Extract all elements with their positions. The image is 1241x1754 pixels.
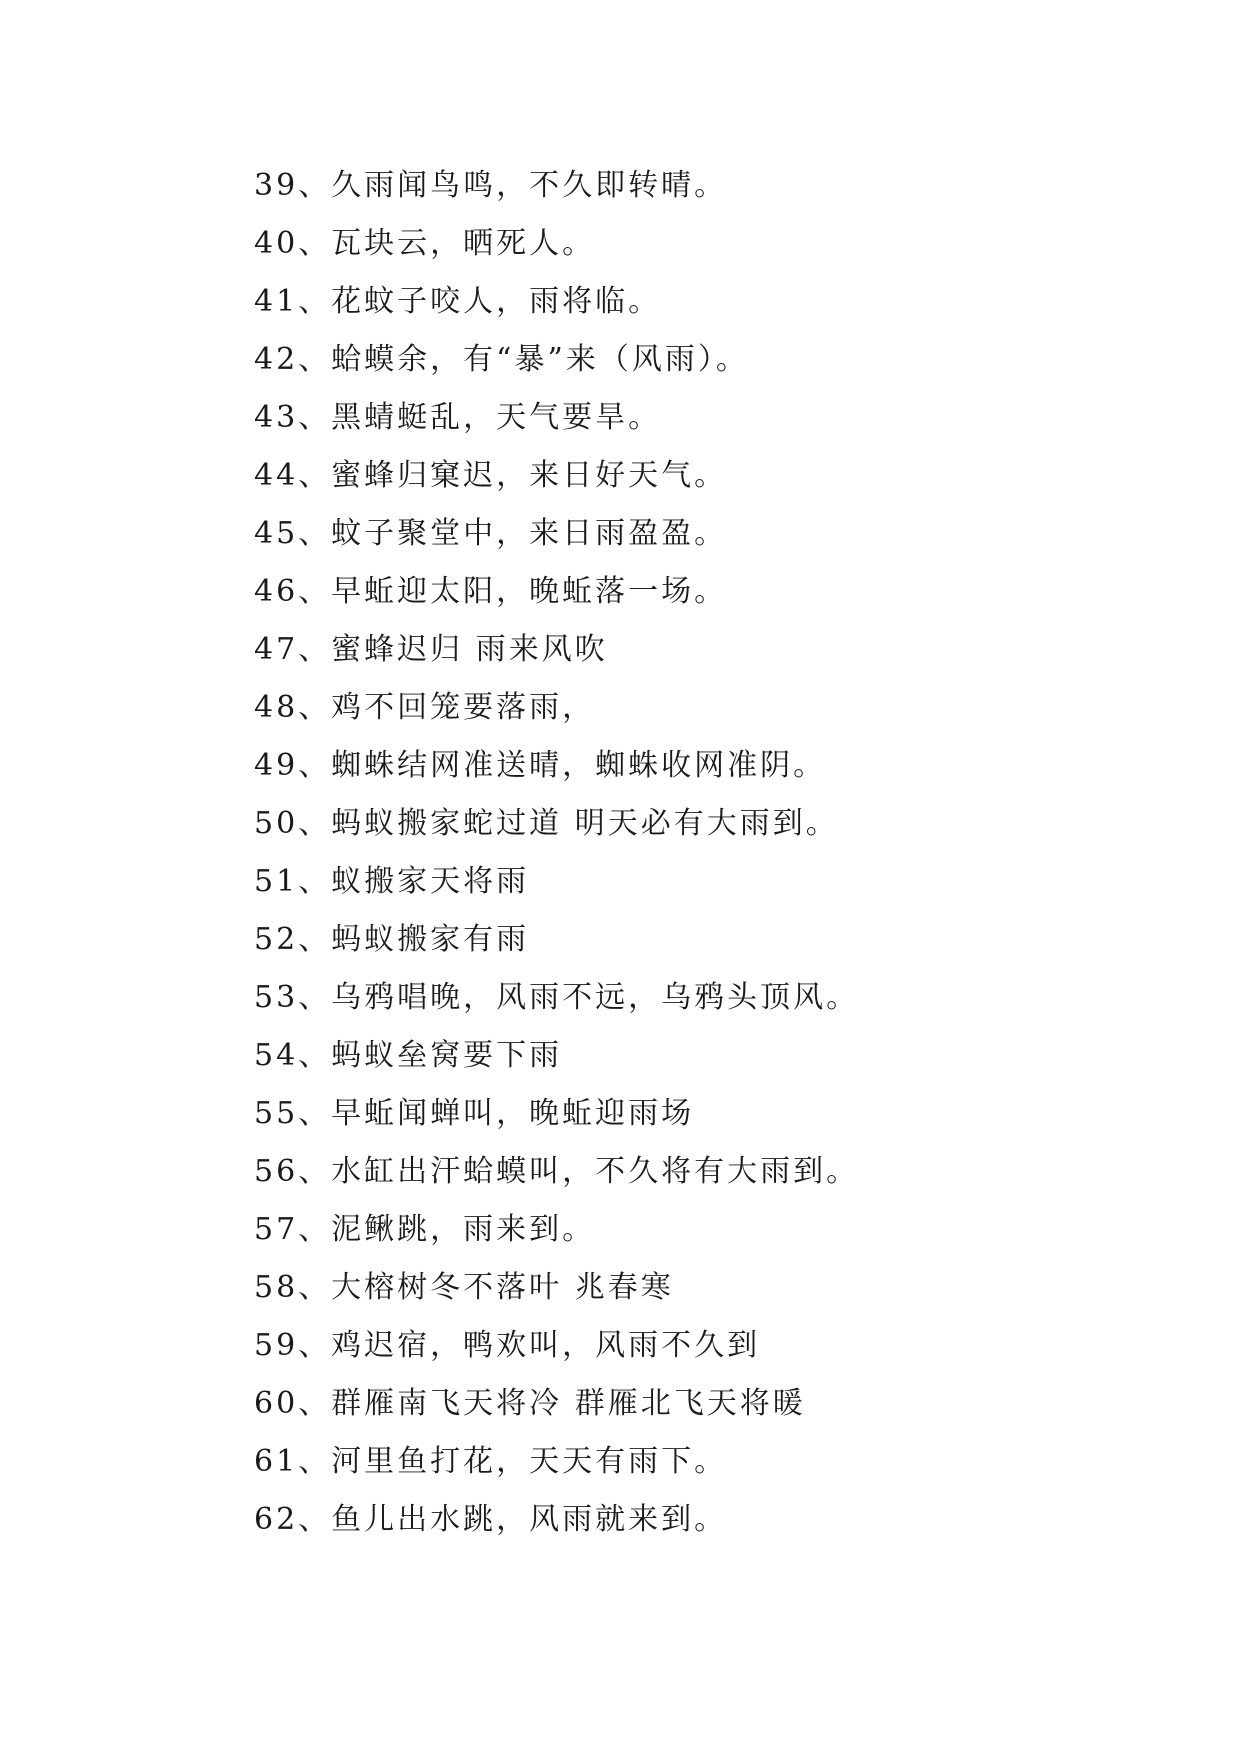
proverb-line: 61、河里鱼打花，天天有雨下。 — [254, 1444, 728, 1479]
proverb-line: 50、蚂蚁搬家蛇过道 明天必有大雨到。 — [254, 806, 839, 841]
proverb-line: 48、鸡不回笼要落雨， — [254, 690, 596, 725]
proverb-line: 54、蚂蚁垒窝要下雨 — [254, 1038, 563, 1073]
proverb-line: 43、黑蜻蜓乱，天气要旱。 — [254, 400, 662, 435]
proverb-line: 56、水缸出汗蛤蟆叫，不久将有大雨到。 — [254, 1154, 860, 1189]
proverb-line: 52、蚂蚁搬家有雨 — [254, 922, 530, 957]
proverb-list — [254, 157, 1154, 1549]
proverb-line: 40、瓦块云，晒死人。 — [254, 226, 596, 261]
proverb-line: 47、蜜蜂迟归 雨来风吹 — [254, 632, 608, 667]
proverb-line: 51、蚁搬家天将雨 — [254, 864, 530, 899]
proverb-line: 58、大榕树冬不落叶 兆春寒 — [254, 1270, 674, 1305]
proverb-line: 44、蜜蜂归窠迟，来日好天气。 — [254, 458, 728, 493]
proverb-line: 55、早蚯闻蝉叫，晚蚯迎雨场 — [254, 1096, 695, 1131]
proverb-line: 41、花蚊子咬人，雨将临。 — [254, 284, 662, 319]
proverb-line: 42、蛤蟆余，有“暴”来（风雨）。 — [254, 342, 749, 377]
proverb-line: 46、早蚯迎太阳，晚蚯落一场。 — [254, 574, 728, 609]
proverb-line: 53、乌鸦唱晚，风雨不远，乌鸦头顶风。 — [254, 980, 860, 1015]
proverb-line: 45、蚊子聚堂中，来日雨盈盈。 — [254, 516, 728, 551]
proverb-line: 57、泥鳅跳，雨来到。 — [254, 1212, 596, 1247]
proverb-line: 49、蜘蛛结网准送晴，蜘蛛收网准阴。 — [254, 748, 827, 783]
proverb-line: 39、久雨闻鸟鸣，不久即转晴。 — [254, 168, 728, 203]
proverb-line: 60、群雁南飞天将冷 群雁北飞天将暖 — [254, 1386, 806, 1421]
proverb-line: 62、鱼儿出水跳，风雨就来到。 — [254, 1502, 728, 1537]
proverb-line: 59、鸡迟宿，鸭欢叫，风雨不久到 — [254, 1328, 761, 1363]
